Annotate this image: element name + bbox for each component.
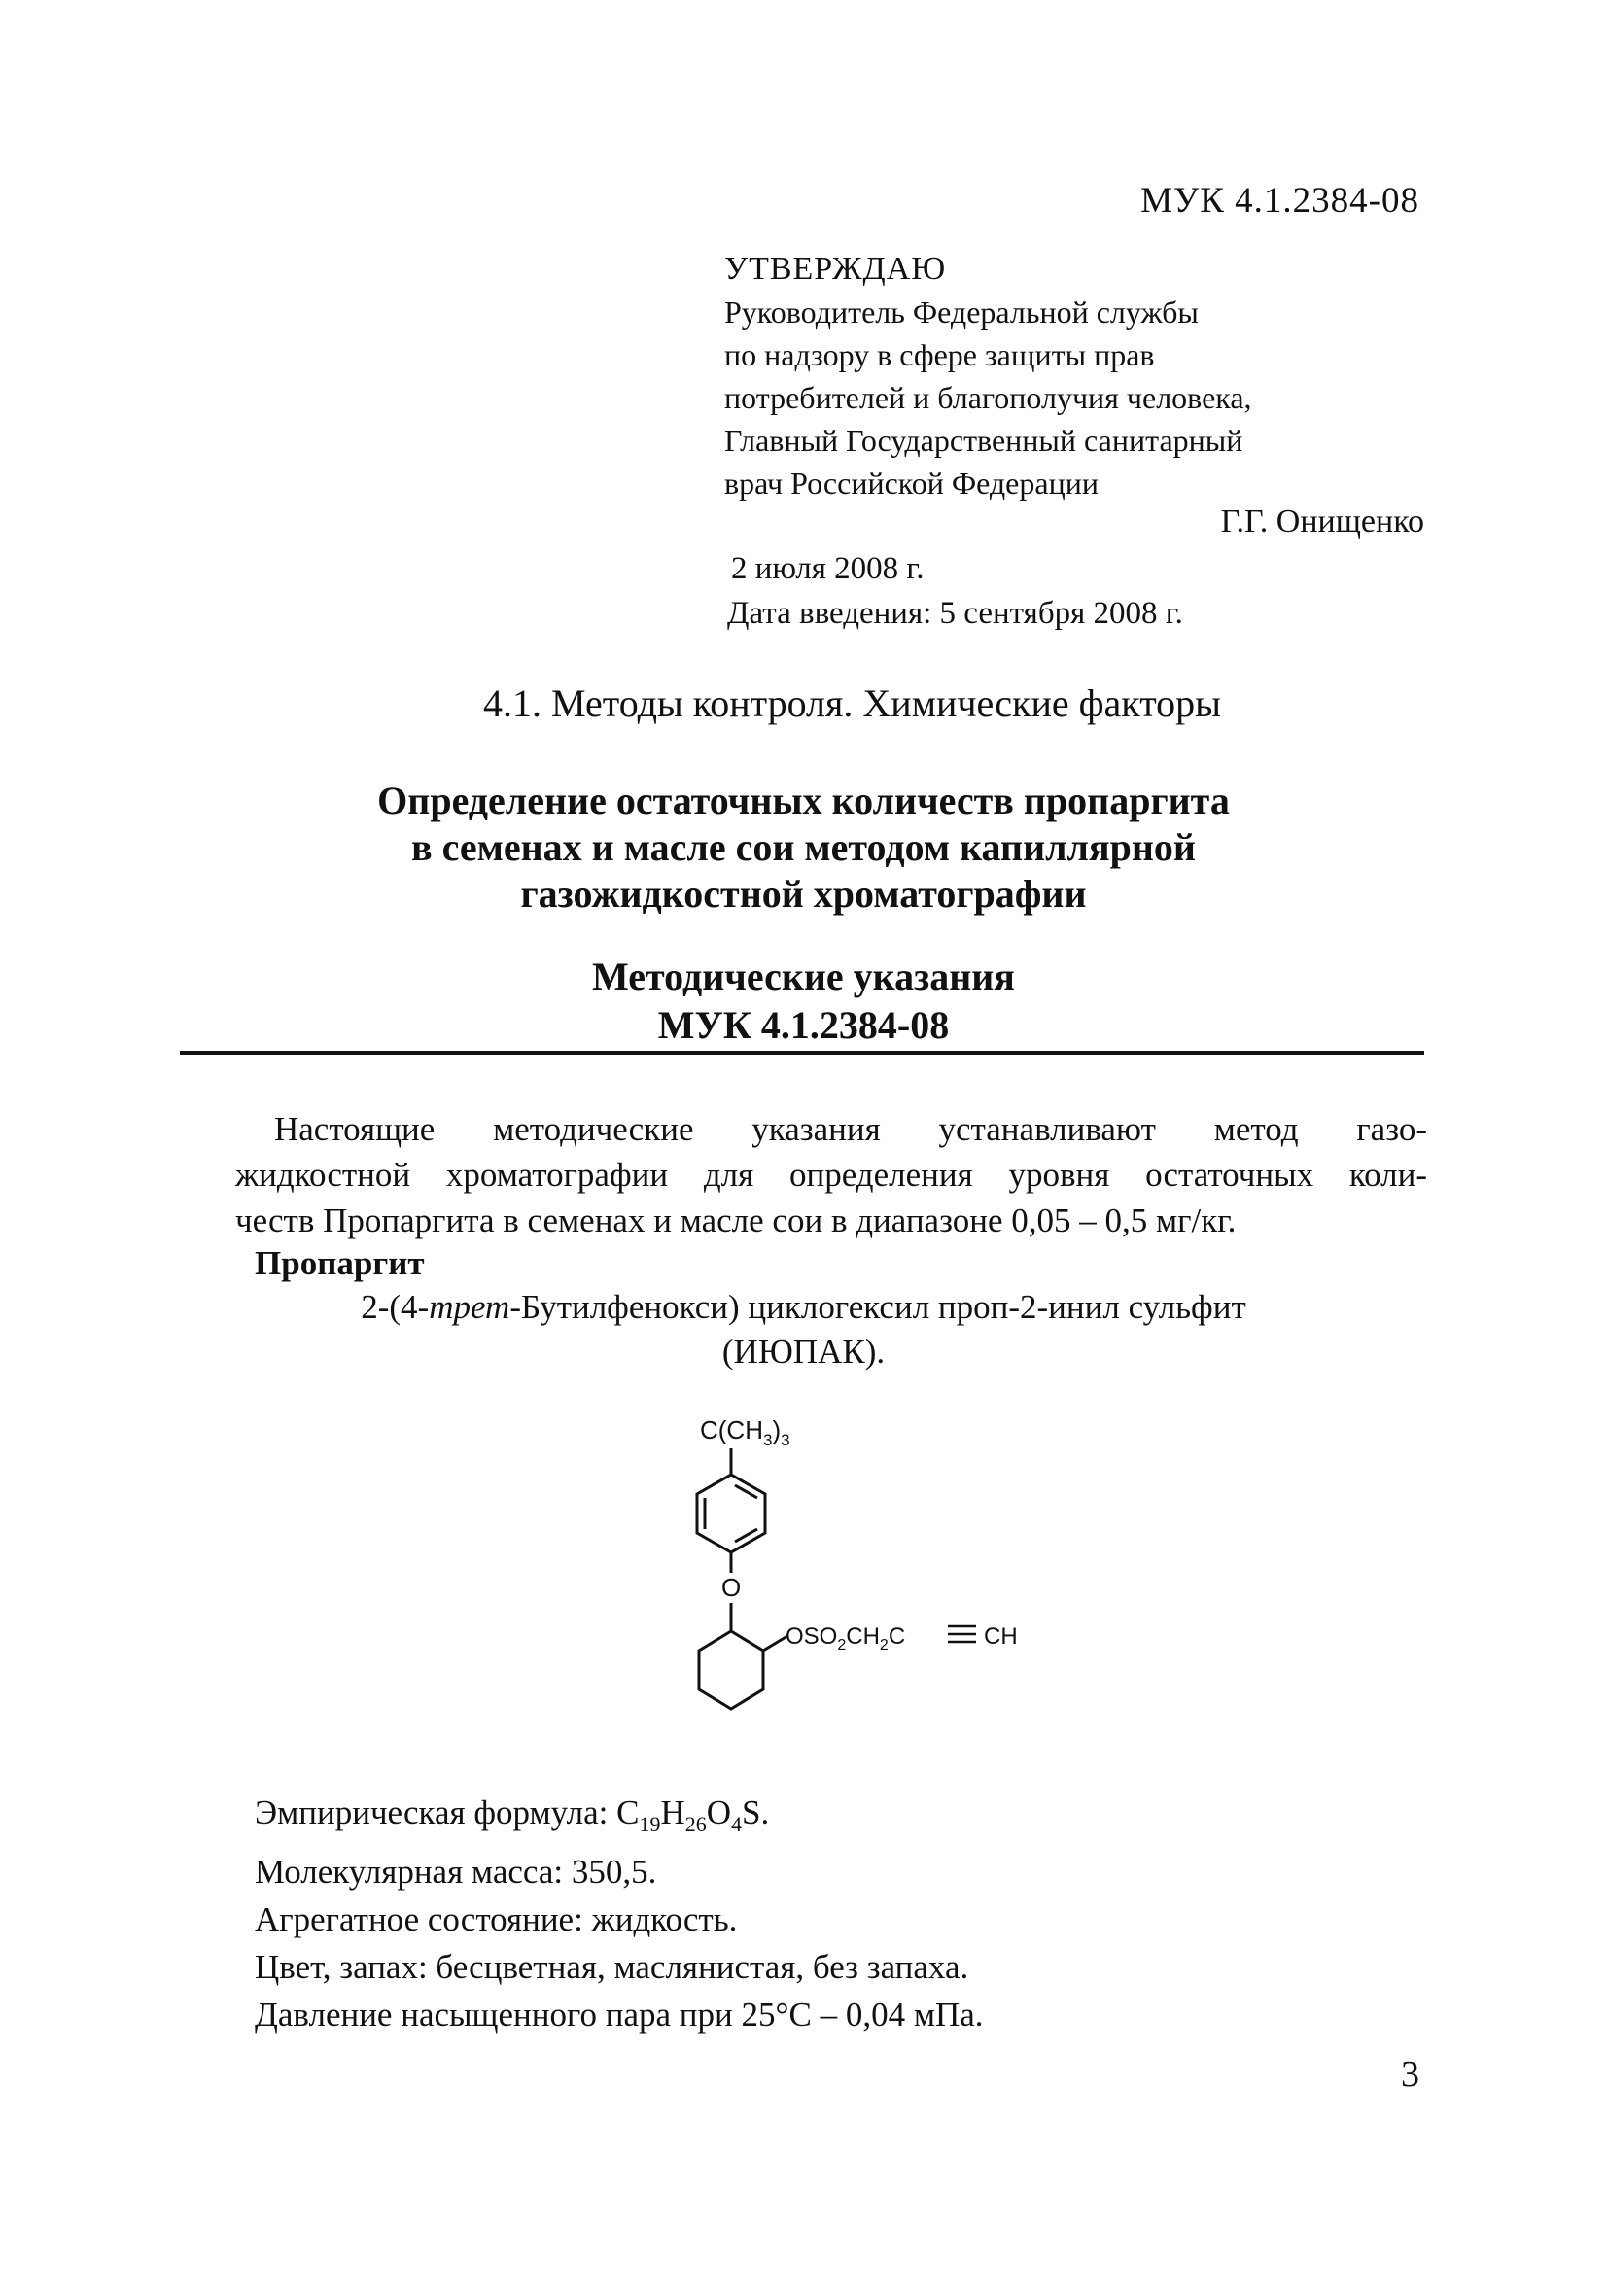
iupac-rest: -Бутилфенокси) циклогексил проп-2-инил сульфит — [509, 1288, 1246, 1326]
cyclohexane-ring — [699, 1631, 763, 1709]
document-code: МУК 4.1.2384-08 — [1140, 181, 1419, 221]
bond-line — [763, 1636, 787, 1651]
approval-line: Руководитель Федеральной службы — [724, 295, 1199, 330]
subtitle-code: МУК 4.1.2384-08 — [657, 1003, 950, 1047]
aggregate-state: Агрегатное состояние: жидкость. — [255, 1900, 738, 1938]
title-divider — [180, 1051, 1424, 1055]
approval-line: Главный Государственный санитарный — [724, 423, 1243, 458]
iupac-italic: трет — [429, 1288, 510, 1326]
intro-line: честв Пропаргита в семенах и масле сои в диапазоне 0,05 – 0,5 мг/кг. — [235, 1201, 1237, 1239]
iupac-prefix: 2-(4- — [361, 1288, 430, 1326]
vapor-pressure: Давление насыщенного пара при 25°С – 0,04 мПа. — [255, 1996, 984, 2034]
structural-formula — [603, 1400, 1108, 1789]
compound-name: Пропаргит — [255, 1244, 425, 1282]
iupac-line — [194, 1285, 1413, 1330]
intro-line: Настоящие методические указания устанавливают метод газо- — [274, 1110, 1427, 1148]
approval-line: по надзору в сфере защиты прав — [724, 337, 1155, 372]
document-title — [194, 778, 1413, 918]
section-heading: 4.1. Методы контроля. Химические факторы — [482, 681, 1222, 725]
title-line: газожидкостной хроматографии — [520, 872, 1087, 916]
title-line: в семенах и масле сои методом капиллярной — [411, 825, 1196, 869]
intro-paragraph — [235, 1106, 1427, 1243]
structural-formula-drawing — [603, 1400, 1108, 1789]
color-smell: Цвет, запах: бесцветная, маслянистая, без запаха. — [255, 1948, 969, 1986]
approval-block — [724, 248, 1424, 504]
dates-block — [727, 546, 1427, 636]
properties-list — [255, 1789, 1421, 2038]
effective-date: Дата введения: 5 сентября 2008 г. — [727, 596, 1183, 631]
approval-line: потребителей и благополучия человека, — [724, 380, 1252, 415]
approval-date: 2 июля 2008 г. — [731, 551, 925, 586]
intro-line: жидкостной хроматографии для определения уровня остаточных коли- — [235, 1156, 1427, 1194]
iupac-name — [194, 1285, 1413, 1374]
iupac-note: (ИЮПАК). — [721, 1333, 886, 1371]
approval-line: врач Российской Федерации — [724, 466, 1099, 501]
side-chain-label: $OSO_2CH_2C$ — [786, 1623, 906, 1653]
tert-butyl-label: $C(CH_3)_3$ — [700, 1415, 790, 1449]
oxygen-label: O — [721, 1573, 742, 1602]
terminal-ch-label: CH — [984, 1623, 1018, 1650]
benzene-ring — [697, 1475, 765, 1552]
molecular-mass: Молекулярная масса: 350,5. — [255, 1853, 657, 1891]
subtitle-line: Методические указания — [592, 955, 1015, 998]
approval-heading: УТВЕРЖДАЮ — [724, 251, 947, 287]
page-number: 3 — [1401, 2054, 1419, 2095]
formula-line: Эмпирическая формула: $C_{19}H_{26}O_4S$. — [255, 1793, 770, 1836]
signer-name: Г.Г. Онищенко — [1220, 504, 1424, 539]
title-line: Определение остаточных количеств пропаргита — [377, 779, 1230, 822]
document-subtitle — [194, 953, 1413, 1050]
